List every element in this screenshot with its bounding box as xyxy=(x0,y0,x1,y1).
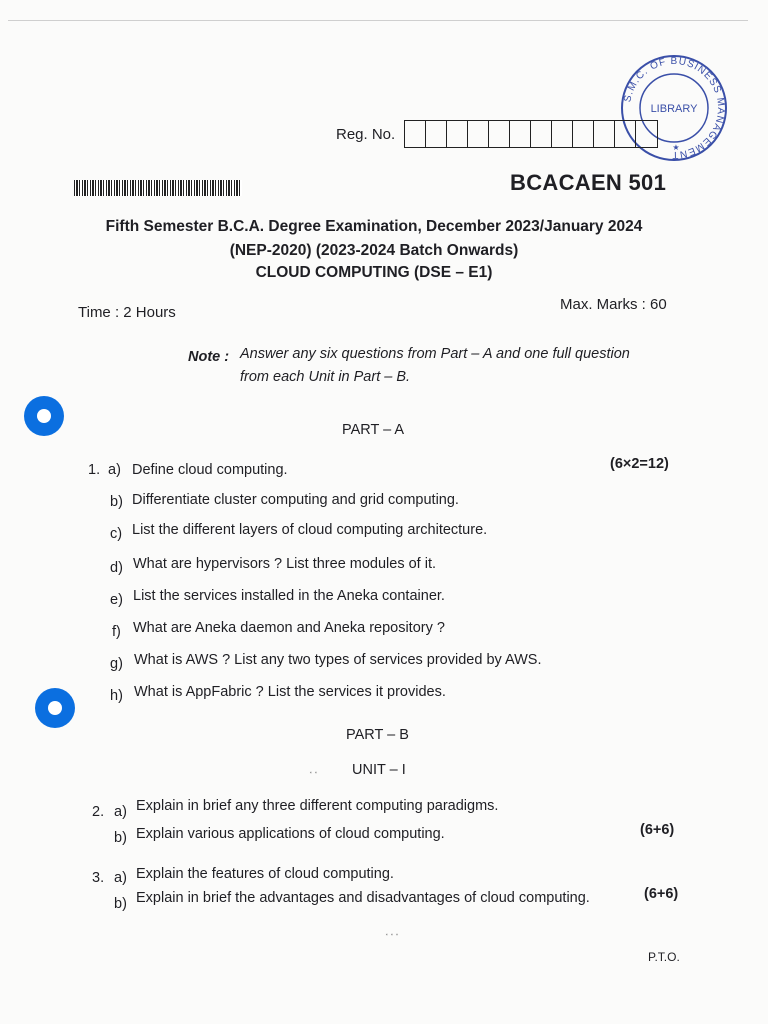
top-edge-line xyxy=(8,20,748,21)
q1-item-letter: a) xyxy=(108,462,121,478)
q2-item-letter: a) xyxy=(114,804,127,820)
punch-hole-top xyxy=(24,396,64,436)
question-2-marks: (6+6) xyxy=(640,822,675,838)
part-a-heading: PART – A xyxy=(342,422,405,438)
q1-item-text: Differentiate cluster computing and grid computing. xyxy=(132,492,459,508)
q1-item-text: List the services installed in the Aneka container. xyxy=(133,588,445,604)
q1-item-text: What is AWS ? List any two types of services provided by AWS. xyxy=(134,652,542,668)
unit-heading: UNIT – I xyxy=(352,762,406,778)
q1-item-text: What are Aneka daemon and Aneka repository ? xyxy=(133,620,445,636)
stamp-library-text: LIBRARY xyxy=(650,103,698,115)
q3-item-text: Explain the features of cloud computing. xyxy=(136,866,394,882)
question-2-number: 2. xyxy=(92,804,105,820)
q1-item-letter: c) xyxy=(110,526,123,542)
q1-item-letter: f) xyxy=(112,624,121,640)
q1-item-text: What are hypervisors ? List three modules of it. xyxy=(133,556,437,572)
q3-item-letter: b) xyxy=(114,896,127,912)
barcode xyxy=(74,180,242,196)
q1-item-letter: g) xyxy=(110,656,123,672)
question-3-marks: (6+6) xyxy=(644,886,679,902)
reg-no-boxes[interactable] xyxy=(404,120,658,148)
q1-item-text: List the different layers of cloud computing architecture. xyxy=(132,522,488,538)
note-label: Note : xyxy=(188,349,230,365)
part-b-heading: PART – B xyxy=(346,727,409,743)
q1-item-text: Define cloud computing. xyxy=(132,462,288,478)
q1-item-text: What is AppFabric ? List the services it provides. xyxy=(134,684,446,700)
exam-page: S.M.C. OF BUSINESS MANAGEMENT LIBRARY ★ Reg. No. BCACAEN 501 Fifth Semester B.C.A. Degree Examination, December 2023/January 2024 (NEP-2020) (2023-2024 Batch Onwards) CLOUD COMPUTING (DSE – E1) Time : 2 Hours Max. Marks : 60 Note : Answer any six questions from Part – A and one full question from each Unit in Part – B. PART – A 1. (6×2=12) a) Define cloud computing. b) Differentiate cluster computing and grid computing. c) List the different layers of cloud computing architecture. d) What are hypervisors ? List three modules of it. e) List the services installed in the Aneka container. f) What are Aneka daemon and Aneka repository ? g) What is AWS ? List any two types of services provided by AWS. h) What is AppFabric ? List the services it provides. PART – B ⸼ ⸼ UNIT – I 2. a) Explain in brief any three different computing paradigms. b) Explain various applications of cloud computing. (6+6) 3. a) Explain the features of cloud computing. b) Explain in brief the advantages and disadvantages of cloud computing. (6+6) ⸼ ⸼ ⸼ P.T.O. xyxy=(0,0,768,1024)
q1-item-letter: d) xyxy=(110,560,123,576)
question-1-marks: (6×2=12) xyxy=(610,456,669,472)
q3-item-letter: a) xyxy=(114,870,127,886)
pto-label: P.T.O. xyxy=(648,950,680,964)
svg-text:★: ★ xyxy=(672,143,680,152)
q2-item-letter: b) xyxy=(114,830,127,846)
q3-item-text: Explain in brief the advantages and disadvantages of cloud computing. xyxy=(136,890,590,906)
stamp-ring-text: S.M.C. OF BUSINESS MANAGEMENT xyxy=(622,55,727,161)
subject-title: CLOUD COMPUTING (DSE – E1) xyxy=(255,264,493,281)
exam-subtitle: (NEP-2020) (2023-2024 Batch Onwards) xyxy=(229,242,519,259)
q2-item-text: Explain various applications of cloud computing. xyxy=(136,826,445,842)
paper-code: BCACAEN 501 xyxy=(510,170,667,195)
q1-item-letter: e) xyxy=(110,592,123,608)
q2-item-text: Explain in brief any three different computing paradigms. xyxy=(136,798,499,814)
reg-no-label: Reg. No. xyxy=(336,126,396,143)
q1-item-letter: b) xyxy=(110,494,123,510)
question-3-number: 3. xyxy=(92,870,105,886)
exam-title: Fifth Semester B.C.A. Degree Examination, December 2023/January 2024 xyxy=(105,218,643,235)
max-marks: Max. Marks : 60 xyxy=(560,296,667,313)
exam-time: Time : 2 Hours xyxy=(78,304,176,321)
q1-item-letter: h) xyxy=(110,688,123,704)
note-text: Answer any six questions from Part – A and one full question from each Unit in Part – B. xyxy=(240,346,630,385)
question-1-number: 1. xyxy=(88,462,101,478)
punch-hole-bottom xyxy=(35,688,75,728)
